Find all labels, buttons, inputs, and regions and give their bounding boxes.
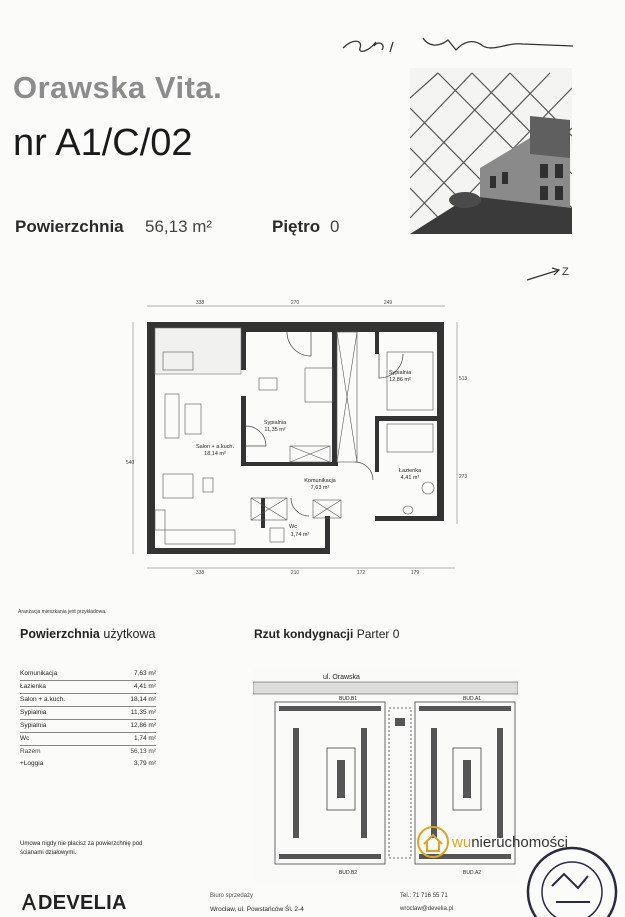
- floor-label: Piętro: [272, 217, 321, 236]
- unit-number: nr A1/C/02: [13, 122, 193, 164]
- street-label: ul. Orawska: [323, 674, 360, 681]
- dim-bottom-4: 179: [410, 570, 420, 576]
- building-illustration: [410, 68, 572, 234]
- room-area-wc: 1,74 m²: [290, 532, 310, 538]
- dim-top-1: 338: [195, 300, 205, 306]
- loggia-row: +Loggia 3,79 m²: [20, 760, 156, 767]
- total-row: Razem 56,13 m²: [20, 748, 156, 755]
- office-address: Wrocław, ul. Powstańców Śl. 2-4: [210, 906, 304, 913]
- building-label-b2: BUD.B2: [339, 870, 358, 876]
- usable-area-title: Powierzchnia użytkowa: [20, 627, 156, 641]
- disclaimer: Umowa nigdy nie płacisz za powierzchnię pod ścianami działowymi.: [20, 841, 143, 856]
- project-logo: Orawska Vita.: [13, 70, 223, 105]
- table-row: Sypialnia 12,86 m²: [20, 720, 156, 733]
- dim-bottom-1: 338: [195, 570, 205, 576]
- area-value: 56,13 m²: [145, 217, 213, 236]
- room-area-lazienka: 4,41 m²: [400, 475, 420, 481]
- room-area-sypialnia-2: 12,86 m²: [389, 377, 411, 383]
- company-logo: DEVELIA: [22, 892, 127, 917]
- table-row: Wc 1,74 m²: [20, 733, 156, 746]
- phone: Tel.: 71 716 55 71: [400, 893, 448, 899]
- room-label-salon: Salon + a.kuch.: [195, 444, 235, 450]
- site-plan-title: Rzut kondygnacji Parter 0: [254, 627, 400, 641]
- official-stamp: [516, 836, 618, 917]
- room-area-komunikacja: 7,63 m²: [310, 485, 330, 491]
- room-label-sypialnia-1: Sypialnia: [263, 420, 287, 426]
- dim-bottom-3: 172: [356, 570, 366, 576]
- room-label-wc: Wc: [289, 524, 297, 530]
- building-label-a2: BUD.A2: [463, 870, 482, 876]
- building-label-b1: BUD.B1: [339, 696, 358, 702]
- room-area-sypialnia-1: 11,35 m²: [264, 427, 286, 433]
- area-label: Powierzchnia: [15, 217, 124, 236]
- watermark-text: wunieruchomości: [452, 834, 568, 851]
- dim-right-mid: 273: [458, 474, 468, 480]
- room-label-komunikacja: Komunikacja: [304, 478, 336, 484]
- floor-value: 0: [330, 217, 340, 236]
- email: wroclaw@develia.pl: [400, 906, 454, 912]
- dim-right-top: 513: [458, 376, 468, 382]
- watermark-logo-icon: [413, 822, 453, 862]
- building-label-a1: BUD.A1: [463, 696, 482, 702]
- table-row: Sypialnia 11,35 m²: [20, 707, 156, 720]
- table-row: Łazienka 4,41 m²: [20, 681, 156, 694]
- usable-area-table: [20, 668, 156, 770]
- office-label: Biuro sprzedaży: [210, 893, 254, 899]
- arrangement-note: Aranżacja mieszkania jest przykładowa.: [18, 609, 107, 615]
- table-row: Komunikacja 7,63 m²: [20, 668, 156, 681]
- dim-top-2: 270: [290, 300, 300, 306]
- table-row: Salon + a.kuch. 18,14 m²: [20, 694, 156, 707]
- dim-bottom-2: 210: [290, 570, 300, 576]
- room-area-salon: 18,14 m²: [204, 451, 226, 457]
- room-label-lazienka: Łazienka: [398, 468, 422, 474]
- develia-logo-icon: [22, 893, 36, 917]
- dim-left: 540: [125, 460, 135, 466]
- room-label-sypialnia-2: Sypialnia: [388, 370, 412, 376]
- svg-text:Z: Z: [562, 266, 569, 278]
- signature: [338, 30, 578, 60]
- north-arrow-icon: [525, 262, 575, 284]
- dim-top-3: 249: [383, 300, 393, 306]
- floor-plan: [125, 298, 470, 576]
